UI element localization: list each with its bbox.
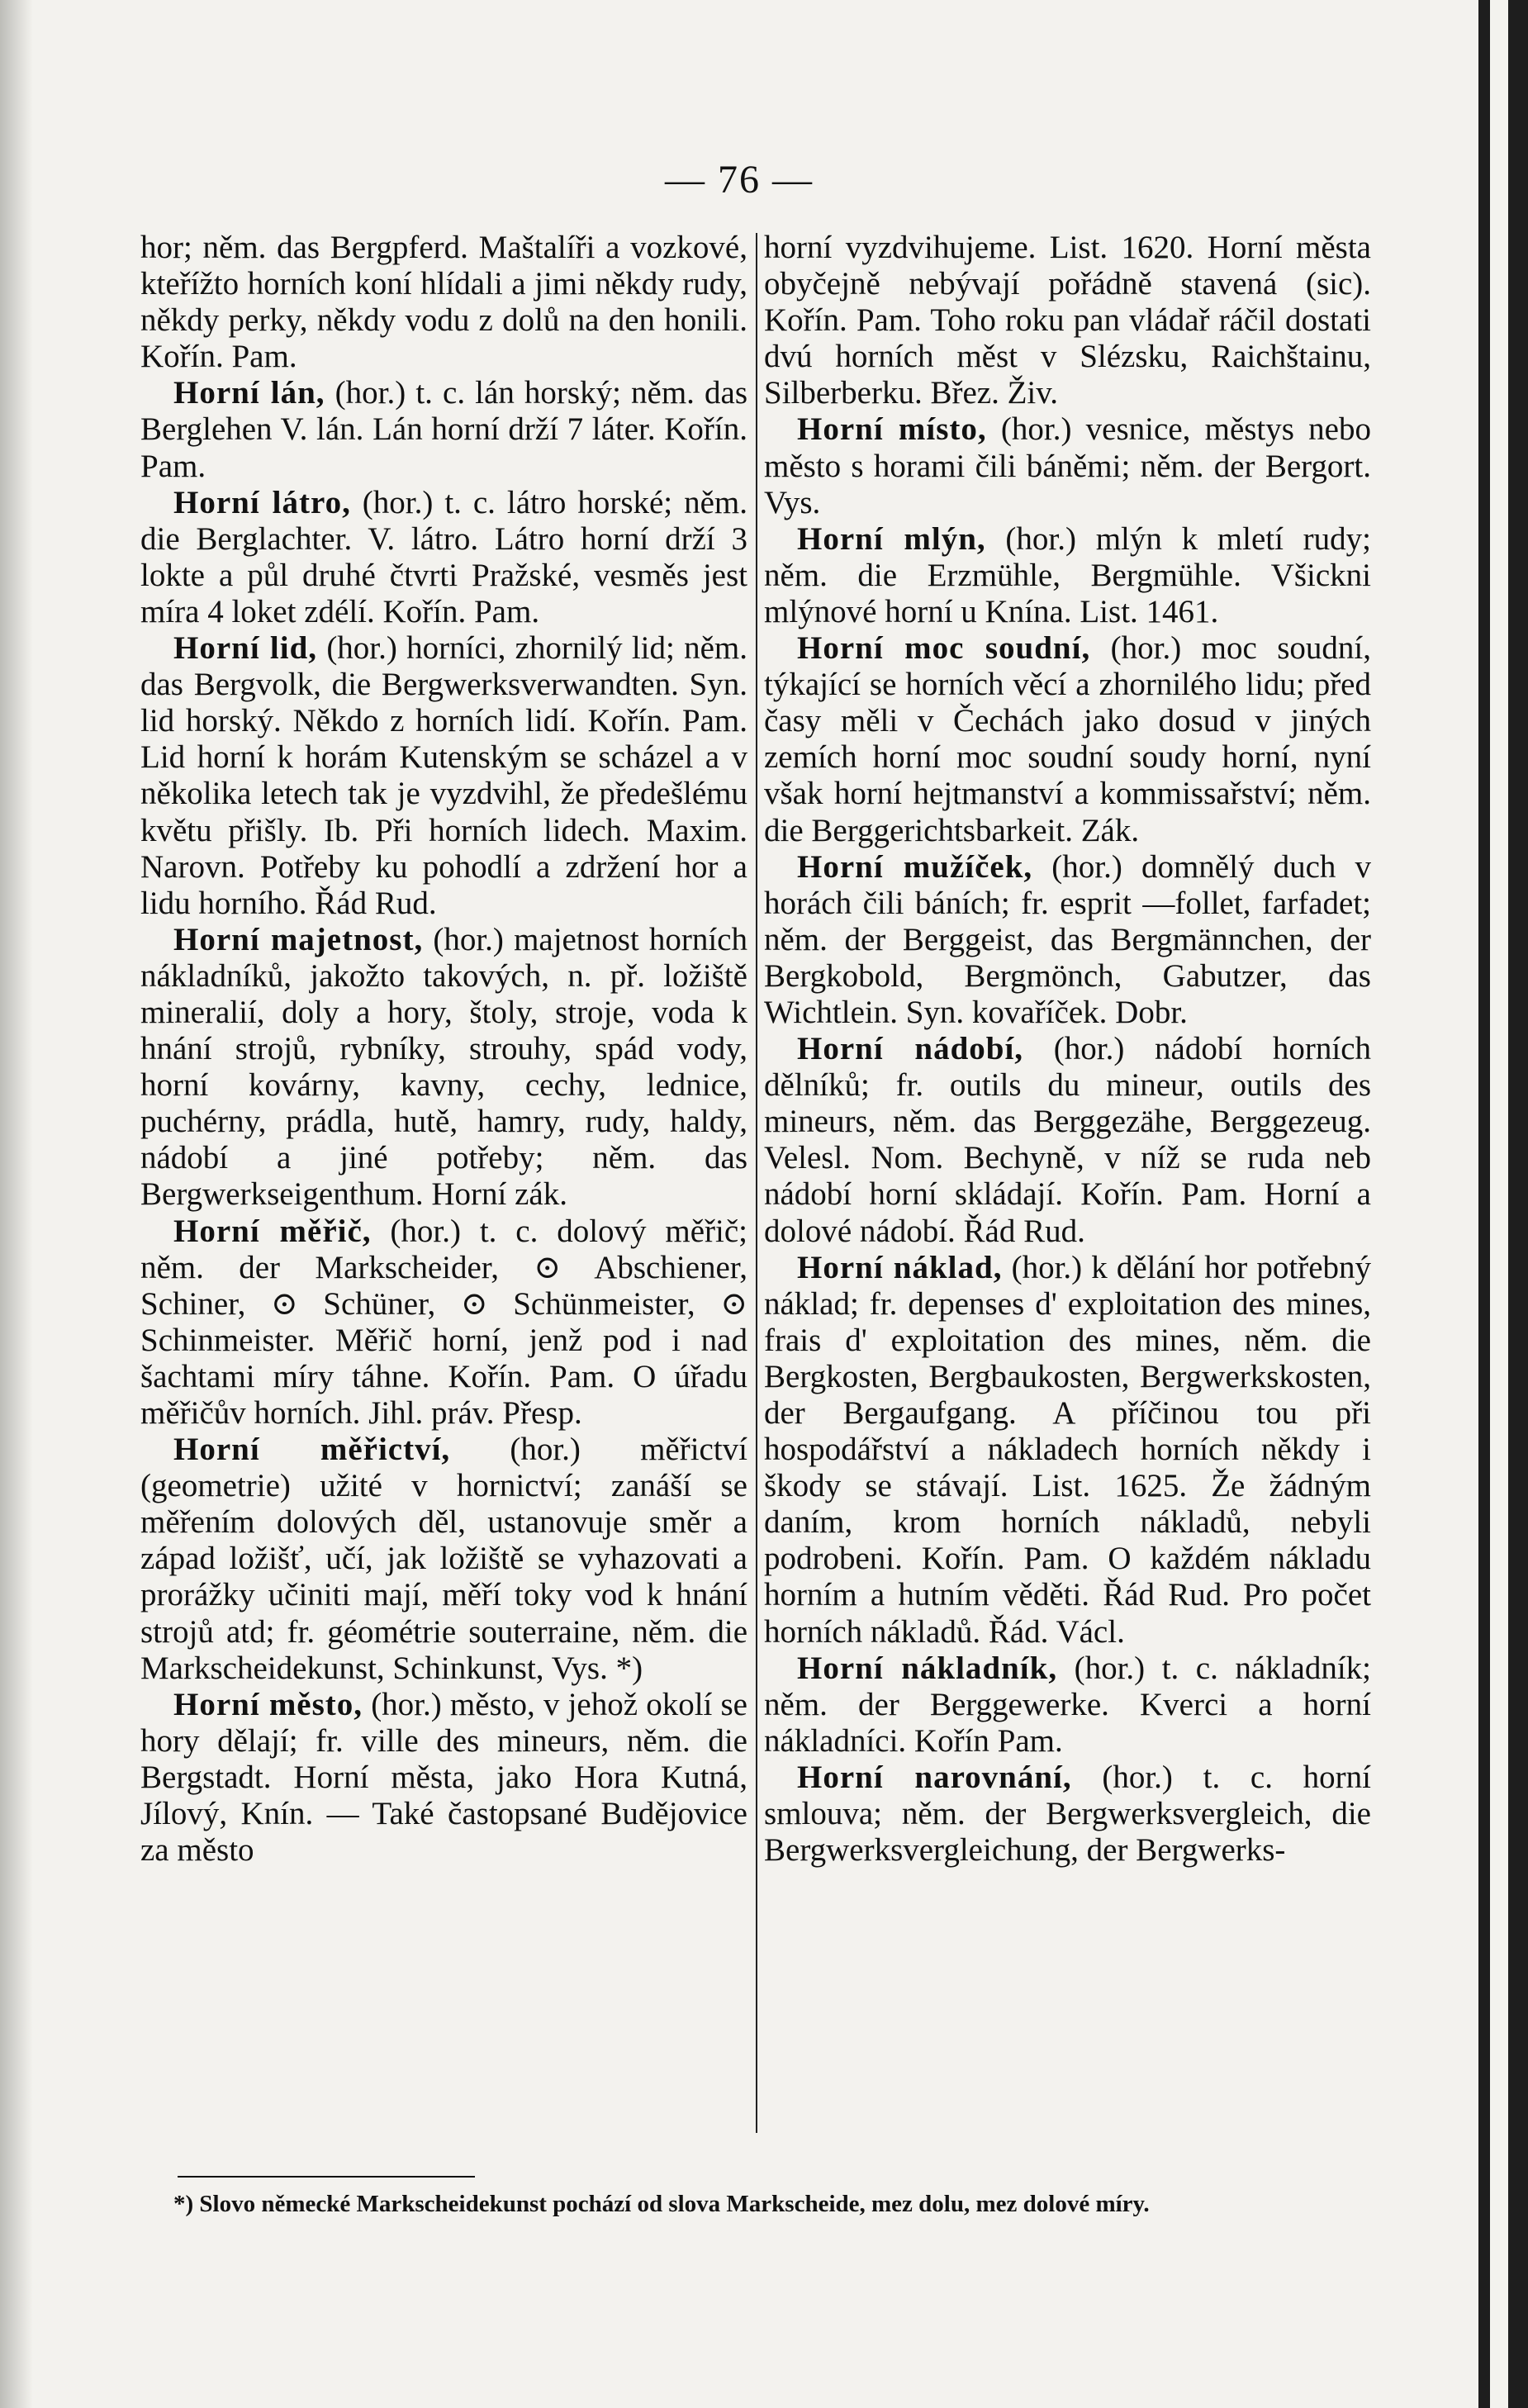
entry-headword: Horní majetnost, [173, 921, 424, 957]
entry-text: (hor.) mlýn k mletí rudy; něm. die Erzmühle, Bergmühle. Všickni mlýnové horní u Knína. List. 1461. [764, 520, 1372, 629]
entry-headword: Horní nákladník, [797, 1650, 1058, 1686]
dictionary-entry [140, 1432, 747, 1687]
entry-text: (hor.) nádobí horních dělníků; fr. outils du mineur, outils des mineurs, něm. das Berggezähe, Berggezeug. Velesl. Nom. Bechyně, v níž se ruda neb nádobí horní skládají. Kořín. Pam. Horní a dolové nádobí. Řád Rud. [764, 1031, 1372, 1249]
left-column [140, 230, 747, 1869]
dictionary-entry [764, 630, 1371, 849]
entry-text: (hor.) t. c. horní smlouva; něm. der Bergwerksvergleich, die Bergwerksvergleichung, der Bergwerks- [764, 1759, 1372, 1869]
dictionary-entry [764, 521, 1371, 630]
entry-headword: Horní moc soudní, [797, 630, 1091, 667]
entry-text: (hor.) horníci, zhornilý lid; něm. das Bergvolk, die Bergwerksverwandten. Syn. lid horský. Někdo z horních lidí. Kořín. Pam. Lid horní k horám Kutenským se scházel a v několika letech tak je vyzdvihl, že předešlému květu přišly. Ib. Při horních lidech. Maxim. Narovn. Potřeby ku pohodlí a zdržení hor a lidu horního. Řád Rud. [140, 630, 747, 921]
dictionary-entry: horní vyzdvihujeme. List. 1620. Horní města obyčejně nebývají pořádně stavená (sic). Kořín. Pam. Toho roku pan vládař ráčil dostati dvú horních měst v Slézsku, Raichštainu, Silberberku. Břez. Živ. [764, 230, 1371, 411]
entry-text: (hor.) měřictví (geometrie) užité v hornictví; zanáší se měřením dolových děl, ustanovuje směr a západ ložišť, učí, jak ložiště se vyhazovati a prorážky učiniti mají, měří toky vod k hnání strojů atd; fr. géométrie souterraine, něm. die Markscheidekunst, Schinkunst, Vys. *) [140, 1432, 748, 1686]
entry-headword: Horní narovnání, [797, 1759, 1072, 1795]
dictionary-entry [764, 1250, 1371, 1650]
dictionary-entry [764, 1760, 1371, 1869]
entry-text: (hor.) moc soudní, týkající se horních věcí a zhornilého lidu; před časy měli v Čechách jako dosud v jiných zemích horní moc soudní soudy horní, nyní však horní hejtmanství a kommissařství; něm. die Berggerichtsbarkeit. Zák. [764, 630, 1372, 848]
entry-text: (hor.) k dělání hor potřebný náklad; fr. depenses d' exploitation des mines, frais d' exploitation des mines, něm. die Bergkosten, Bergbaukosten, Bergwerkskosten, der Bergaufgang. A příčinou tou při hospodářství a nákladech horních někdy i škody se stávají. List. 1625. Že žádným daním, krom horních nákladů, nebyli podrobeni. Kořín. Pam. O každém nákladu horním a hutním věděti. Řád Rud. Pro počet horních nákladů. Řád. Václ. [764, 1249, 1372, 1650]
dictionary-entry [764, 411, 1371, 520]
footnote: *) Slovo německé Markscheidekunst pochází od slova Markscheide, mez dolu, mez dolové míry. [173, 2191, 1150, 2217]
entry-headword: Horní nádobí, [797, 1031, 1024, 1067]
entry-text: (hor.) vesnice, městys nebo město s horami čili báněmi; něm. der Bergort. Vys. [764, 411, 1371, 520]
entry-headword: Horní látro, [173, 484, 351, 520]
scan-edge [1478, 0, 1528, 2408]
dictionary-entry [140, 922, 747, 1213]
entry-text: (hor.) t. c. dolový měřič; něm. der Markscheider, ⊙ Abschiener, Schiner, ⊙ Schüner, ⊙ Schünmeister, ⊙ Schinmeister. Měřič horní, jenž pod i nad šachtami míry táhne. Kořín. Pam. O úřadu měřičův horních. Jihl. práv. Přesp. [140, 1213, 747, 1431]
dictionary-entry [140, 630, 747, 922]
entry-headword: Horní mužíček, [797, 848, 1033, 885]
entry-text: (hor.) t. c. nákladník; něm. der Berggewerke. Kverci a horní nákladníci. Kořín Pam. [764, 1650, 1372, 1759]
dictionary-entry [140, 1687, 747, 1869]
entry-headword: Horní mlýn, [797, 520, 986, 557]
entry-headword: Horní místo, [797, 411, 987, 448]
page-number: — 76 — [665, 158, 814, 202]
entry-text: (hor.) t. c. látro horské; něm. die Berglachter. V. látro. Látro horní drží 3 lokte a půl druhé čtvrti Pražské, vesměs jest míra 4 loket zdélí. Kořín. Pam. [140, 484, 747, 629]
dictionary-entry [764, 849, 1371, 1031]
entry-headword: Horní náklad, [797, 1249, 1003, 1285]
entry-headword: Horní měřič, [173, 1213, 372, 1249]
dictionary-entry [140, 485, 747, 630]
dictionary-entry [140, 1213, 747, 1432]
entry-text: (hor.) t. c. lán horský; něm. das Berglehen V. lán. Lán horní drží 7 láter. Kořín. Pam. [140, 375, 748, 484]
entry-headword: Horní lid, [173, 630, 318, 667]
entry-headword: Horní měřictví, [173, 1432, 451, 1468]
entry-headword: Horní město, [173, 1686, 363, 1722]
dictionary-entry [764, 1031, 1371, 1250]
entry-headword: Horní lán, [173, 375, 325, 411]
entry-text: (hor.) domnělý duch v horách čili báních; fr. esprit —follet, farfadet; něm. der Berggeist, das Bergmännchen, der Bergkobold, Bergmönch, Gabutzer, das Wichtlein. Syn. kovaříček. Dobr. [764, 848, 1371, 1030]
right-column [764, 230, 1371, 1869]
dictionary-entry [140, 375, 747, 484]
footnote-rule [178, 2176, 475, 2178]
entry-text: (hor.) město, v jehož okolí se hory dělají; fr. ville des mineurs, něm. die Bergstadt. Horní města, jako Hora Kutná, Jílový, Knín. — Také častopsané Budějovice za město [140, 1686, 747, 1869]
dictionary-entry: hor; něm. das Bergpferd. Maštalíři a vozkové, kteřížto horních koní hlídali a jimi někdy rudy, někdy perky, někdy vodu z dolů na den honili. Kořín. Pam. [140, 230, 747, 375]
dictionary-entry [764, 1650, 1371, 1760]
entry-text: (hor.) majetnost horních nákladníků, jakožto takových, n. př. ložiště mineralií, doly a hory, štoly, stroje, voda k hnání strojů, rybníky, strouhy, spád vody, horní kovárny, kavny, cechy, lednice, puchérny, prádla, hutě, hamry, rudy, haldy, nádobí a jiné potřeby; něm. das Bergwerkseigenthum. Horní zák. [140, 921, 747, 1213]
column-divider [756, 233, 757, 2133]
scan-edge-paper [1490, 0, 1508, 2408]
